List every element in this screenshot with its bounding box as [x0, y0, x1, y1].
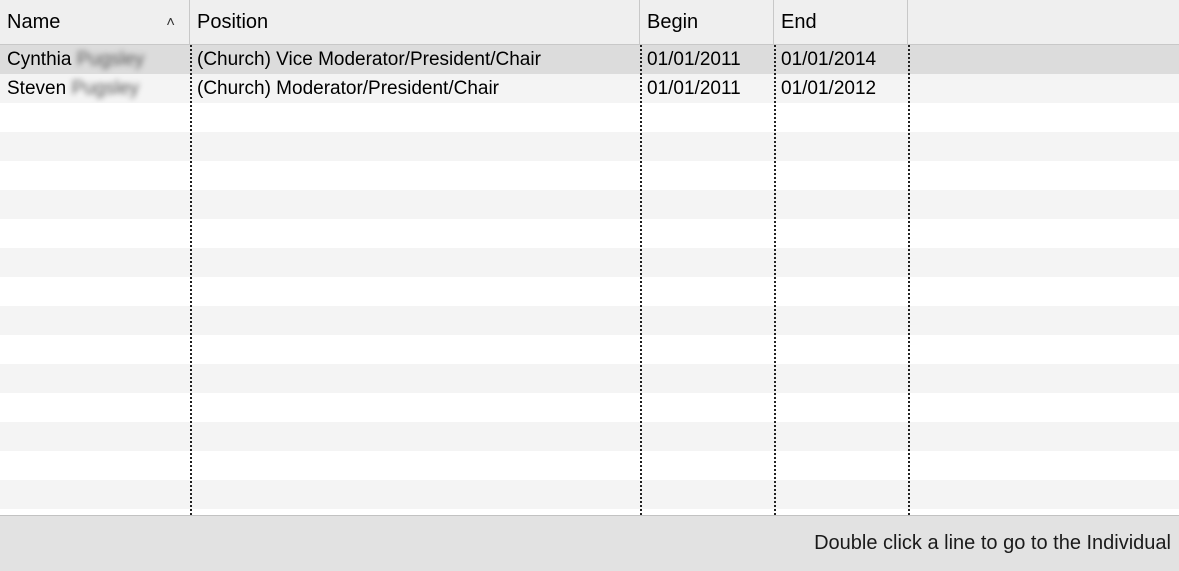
cell-extra	[908, 364, 1179, 393]
table-row[interactable]	[0, 393, 1179, 422]
cell-end	[774, 306, 908, 335]
cell-position	[190, 306, 640, 335]
column-header-end[interactable]	[774, 0, 908, 44]
cell-name	[0, 190, 190, 219]
table-header	[0, 0, 1179, 45]
cell-end	[774, 364, 908, 393]
footer-hint: Double click a line to go to the Individual	[814, 532, 1171, 554]
table-row[interactable]	[0, 480, 1179, 509]
column-header-name-label: Name	[7, 10, 61, 33]
cell-position	[190, 132, 640, 161]
cell-extra	[908, 480, 1179, 509]
cell-last-name-redacted: Pugsley	[76, 49, 145, 70]
cell-extra	[908, 393, 1179, 422]
cell-position	[190, 422, 640, 451]
chevron-up-icon[interactable]: ˄	[166, 13, 175, 31]
cell-begin	[640, 393, 774, 422]
cell-extra	[908, 248, 1179, 277]
cell-end	[774, 161, 908, 190]
cell-end: 01/01/2012	[781, 78, 877, 99]
column-header-position-label: Position	[197, 10, 269, 33]
cell-end	[774, 480, 908, 509]
cell-end	[774, 393, 908, 422]
column-header-begin-label: Begin	[647, 10, 699, 33]
cell-end	[774, 219, 908, 248]
cell-name	[0, 277, 190, 306]
table-row[interactable]	[0, 219, 1179, 248]
cell-extra	[908, 161, 1179, 190]
cell-name	[0, 103, 190, 132]
cell-position	[190, 393, 640, 422]
cell-extra	[908, 306, 1179, 335]
cell-end	[774, 509, 908, 515]
cell-position	[190, 103, 640, 132]
cell-extra	[908, 45, 1179, 74]
cell-end	[774, 132, 908, 161]
cell-extra	[908, 277, 1179, 306]
cell-end	[774, 190, 908, 219]
cell-position	[190, 451, 640, 480]
table-body[interactable]	[0, 45, 1179, 515]
cell-end	[774, 335, 908, 364]
cell-position	[190, 277, 640, 306]
cell-begin	[640, 190, 774, 219]
cell-position	[190, 219, 640, 248]
cell-begin	[640, 132, 774, 161]
cell-position: (Church) Vice Moderator/President/Chair	[197, 49, 541, 70]
cell-end	[774, 451, 908, 480]
cell-end	[774, 422, 908, 451]
table-row[interactable]	[0, 103, 1179, 132]
cell-extra	[908, 451, 1179, 480]
table-row[interactable]	[0, 45, 1179, 74]
cell-begin	[640, 306, 774, 335]
table-row[interactable]	[0, 451, 1179, 480]
cell-begin	[640, 248, 774, 277]
cell-name	[0, 306, 190, 335]
column-header-begin[interactable]	[640, 0, 774, 44]
cell-begin: 01/01/2011	[647, 78, 741, 99]
cell-name	[0, 74, 190, 103]
cell-begin	[640, 480, 774, 509]
cell-begin	[640, 364, 774, 393]
cell-name	[0, 422, 190, 451]
table-row[interactable]	[0, 509, 1179, 515]
cell-name	[0, 480, 190, 509]
cell-begin	[640, 103, 774, 132]
cell-name	[0, 161, 190, 190]
cell-name	[0, 45, 190, 74]
cell-extra	[908, 132, 1179, 161]
cell-begin: 01/01/2011	[647, 49, 741, 70]
table-row[interactable]	[0, 422, 1179, 451]
cell-begin	[640, 161, 774, 190]
cell-end	[774, 103, 908, 132]
table-row[interactable]	[0, 364, 1179, 393]
cell-end	[774, 248, 908, 277]
table-row[interactable]	[0, 132, 1179, 161]
cell-position	[190, 248, 640, 277]
cell-name	[0, 451, 190, 480]
column-header-name[interactable]	[0, 0, 190, 44]
cell-position	[190, 364, 640, 393]
cell-name	[0, 335, 190, 364]
cell-extra	[908, 422, 1179, 451]
cell-end: 01/01/2014	[781, 49, 877, 70]
cell-extra	[908, 74, 1179, 103]
cell-name	[0, 364, 190, 393]
cell-name	[0, 219, 190, 248]
table-row[interactable]	[0, 248, 1179, 277]
column-header-extra[interactable]	[908, 0, 1179, 44]
table-row[interactable]	[0, 190, 1179, 219]
cell-begin	[640, 509, 774, 515]
cell-position	[190, 161, 640, 190]
cell-first-name: Steven	[7, 78, 72, 99]
cell-last-name-redacted: Pugsley	[71, 78, 140, 99]
table-row[interactable]	[0, 306, 1179, 335]
table-row[interactable]	[0, 161, 1179, 190]
cell-extra	[908, 103, 1179, 132]
table-row[interactable]	[0, 277, 1179, 306]
cell-name	[0, 509, 190, 515]
column-header-position[interactable]	[190, 0, 640, 44]
cell-name	[0, 393, 190, 422]
cell-extra	[908, 509, 1179, 515]
cell-begin	[640, 219, 774, 248]
cell-extra	[908, 335, 1179, 364]
cell-position	[190, 509, 640, 515]
cell-begin	[640, 422, 774, 451]
table-row[interactable]	[0, 335, 1179, 364]
cell-name	[0, 132, 190, 161]
footer-bar	[0, 515, 1179, 571]
cell-first-name: Cynthia	[7, 49, 77, 70]
table-row[interactable]	[0, 74, 1179, 103]
cell-end	[774, 277, 908, 306]
cell-position	[190, 480, 640, 509]
column-header-end-label: End	[781, 10, 817, 33]
cell-position	[190, 190, 640, 219]
cell-name	[0, 248, 190, 277]
cell-begin	[640, 451, 774, 480]
cell-begin	[640, 277, 774, 306]
cell-extra	[908, 219, 1179, 248]
cell-extra	[908, 190, 1179, 219]
cell-position: (Church) Moderator/President/Chair	[197, 78, 500, 99]
cell-begin	[640, 335, 774, 364]
cell-position	[190, 335, 640, 364]
